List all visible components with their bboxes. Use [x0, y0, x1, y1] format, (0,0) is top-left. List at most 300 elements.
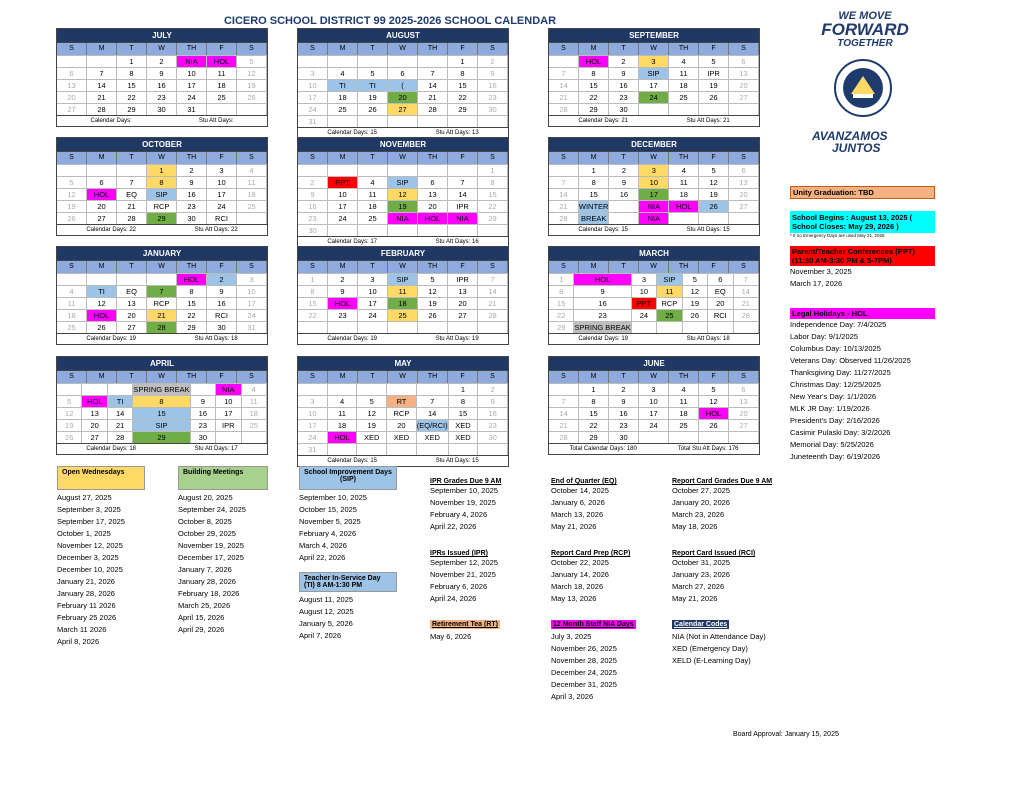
- day-cell: 23: [328, 309, 358, 321]
- day-cell: 16: [191, 407, 216, 419]
- board-approval: Board Approval: January 15, 2025: [733, 731, 839, 738]
- day-cell: 19: [357, 419, 387, 431]
- list-item: NIA (Not in Attendance Day): [672, 632, 766, 641]
- day-cell: 28: [734, 309, 759, 321]
- day-header: TH: [418, 371, 448, 383]
- list-item: September 10, 2025: [430, 486, 498, 495]
- day-cell: 7: [417, 395, 449, 407]
- ppt-label: Parent/Teacher Conferences (PPT) (11:30 AM-3:30 PM & 5-7PM): [790, 246, 935, 266]
- day-cell: 16: [298, 200, 328, 212]
- list-item: Independence Day: 7/4/2025: [790, 320, 887, 329]
- month-title: APRIL: [57, 357, 267, 370]
- list-item: January 23, 2026: [672, 570, 730, 579]
- day-cell: [388, 164, 418, 176]
- day-cell: [57, 164, 87, 176]
- day-cell: 18: [328, 91, 358, 103]
- legend-school-dates: [790, 211, 935, 238]
- day-cell: [734, 321, 759, 333]
- day-cell: 1: [579, 164, 610, 176]
- day-cell: 19: [237, 79, 267, 91]
- day-cell: TI: [328, 79, 358, 91]
- day-header: W: [147, 43, 177, 55]
- list-item: New Year's Day: 1/1/2026: [790, 392, 877, 401]
- day-cell: 5: [57, 395, 82, 407]
- day-header: S: [549, 371, 579, 383]
- day-cell: TI: [358, 79, 388, 91]
- day-cell: HOL: [177, 273, 207, 285]
- day-header: S: [549, 152, 579, 164]
- day-cell: 4: [242, 383, 267, 395]
- day-header: F: [448, 152, 478, 164]
- list-item: September 3, 2025: [57, 505, 121, 514]
- day-cell: 20: [708, 297, 733, 309]
- block-open-wed: Open Wednesdays August 27, 2025 September 3, 2025 September 17, 2025 October 1, 2025 November 12, 2025 December 3, 2025 December 10, 2025 January 21, 2026 January 28, 2026 February 11 2026 February 25 2026 March 11 2026 April 8, 2026: [57, 466, 177, 648]
- day-header: S: [57, 261, 87, 273]
- block-ti: Teacher In-Service Day (TI) 8 AM-1:30 PM August 11, 2025 August 12, 2025 January 5, 2026 April 7, 2026: [299, 572, 419, 642]
- day-cell: 3: [237, 273, 267, 285]
- day-cell: 5: [699, 164, 729, 176]
- day-header: M: [579, 152, 609, 164]
- logo: [800, 10, 930, 49]
- day-cell: 13: [82, 407, 107, 419]
- day-header: W: [639, 43, 669, 55]
- day-cell: HOL: [87, 309, 117, 321]
- day-header: F: [207, 371, 237, 383]
- day-header: M: [87, 371, 117, 383]
- day-header: W: [639, 152, 669, 164]
- day-cell: 11: [242, 395, 267, 407]
- day-cell: [549, 383, 579, 395]
- day-header: F: [207, 152, 237, 164]
- day-cell: 24: [298, 431, 328, 443]
- list-item: February 4, 2026: [430, 510, 488, 519]
- day-cell: 11: [358, 188, 388, 200]
- unity-label: Unity Graduation: TBD: [790, 186, 935, 199]
- day-cell: 2: [298, 176, 328, 188]
- day-cell: 7: [147, 285, 177, 297]
- day-cell: 1: [549, 273, 574, 285]
- day-cell: 2: [207, 273, 237, 285]
- list-item: February 18, 2026: [178, 589, 240, 598]
- day-header: S: [549, 261, 579, 273]
- day-cell: 20: [117, 309, 147, 321]
- day-cell: IPR: [216, 419, 241, 431]
- district-seal-icon: [833, 58, 893, 118]
- day-cell: [448, 164, 478, 176]
- list-item: November 19, 2025: [178, 541, 244, 550]
- day-cell: 17: [298, 91, 328, 103]
- list-item: November 26, 2025: [551, 644, 617, 653]
- day-cell: 27: [729, 91, 759, 103]
- day-cell: 24: [237, 309, 267, 321]
- day-cell: 5: [57, 176, 87, 188]
- list-item: Memorial Day: 5/25/2026: [790, 440, 874, 449]
- day-cell: 1: [298, 273, 328, 285]
- day-cell: NIA: [639, 212, 669, 224]
- day-cell: 9: [191, 395, 216, 407]
- day-cell: SIP: [657, 273, 682, 285]
- day-cell: 8: [478, 176, 508, 188]
- day-cell: [388, 115, 418, 127]
- list-item: August 20, 2025: [178, 493, 233, 502]
- day-cell: BREAK: [579, 212, 610, 224]
- day-header: S: [237, 261, 267, 273]
- day-cell: 8: [298, 285, 328, 297]
- day-cell: [237, 212, 267, 224]
- day-cell: 12: [418, 285, 448, 297]
- page-title: CICERO SCHOOL DISTRICT 99 2025-2026 SCHOOL CALENDAR: [223, 15, 557, 27]
- day-cell: 14: [108, 407, 133, 419]
- day-cell: 20: [418, 200, 448, 212]
- day-cell: [328, 55, 358, 67]
- day-cell: [669, 212, 699, 224]
- list-item: October 14, 2025: [551, 486, 609, 495]
- day-cell: 10: [358, 285, 388, 297]
- day-cell: [357, 443, 387, 455]
- day-cell: 26: [87, 321, 117, 333]
- list-item: March 13, 2026: [551, 510, 604, 519]
- day-cell: RCI: [207, 309, 237, 321]
- day-cell: 6: [57, 67, 87, 79]
- day-cell: HOL: [418, 212, 448, 224]
- day-cell: 15: [133, 407, 190, 419]
- avz-line1: AVANZAMOS: [812, 129, 888, 143]
- day-cell: 20: [57, 91, 87, 103]
- day-cell: 12: [388, 188, 418, 200]
- day-cell: 28: [478, 309, 508, 321]
- day-cell: 25: [328, 103, 358, 115]
- day-cell: 18: [242, 407, 267, 419]
- day-header: M: [328, 43, 358, 55]
- day-cell: 28: [117, 212, 147, 224]
- day-cell: 9: [147, 67, 177, 79]
- day-cell: 24: [639, 419, 669, 431]
- day-cell: 10: [216, 395, 241, 407]
- list-item: October 22, 2025: [551, 558, 609, 567]
- day-header: S: [57, 43, 87, 55]
- day-cell: 19: [57, 200, 87, 212]
- day-cell: 16: [478, 79, 508, 91]
- day-cell: 10: [639, 395, 669, 407]
- day-header: F: [448, 371, 478, 383]
- logo-line2: FORWARD: [821, 20, 909, 39]
- list-item: September 12, 2025: [430, 558, 498, 567]
- list-item: October 27, 2025: [672, 486, 730, 495]
- day-cell: 11: [669, 395, 699, 407]
- list-item: January 28, 2026: [57, 589, 115, 598]
- list-item: April 24, 2026: [430, 594, 477, 603]
- day-cell: 5: [699, 55, 729, 67]
- legend-ppt: [790, 246, 935, 290]
- day-cell: 6: [87, 176, 117, 188]
- day-cell: 9: [609, 395, 639, 407]
- day-cell: 20: [729, 407, 759, 419]
- day-cell: [699, 212, 729, 224]
- day-cell: 10: [632, 285, 657, 297]
- day-cell: 26: [237, 91, 267, 103]
- day-cell: NIA: [388, 212, 418, 224]
- day-cell: HOL: [82, 395, 107, 407]
- day-cell: 21: [418, 91, 448, 103]
- list-item: September 17, 2025: [57, 517, 125, 526]
- day-header: W: [388, 261, 418, 273]
- day-cell: 6: [388, 67, 418, 79]
- list-item: September 10, 2025: [299, 493, 367, 502]
- day-header: W: [388, 371, 418, 383]
- day-cell: 6: [729, 55, 759, 67]
- day-cell: 12: [683, 285, 708, 297]
- day-cell: RCP: [657, 297, 682, 309]
- day-cell: 11: [657, 285, 682, 297]
- day-cell: 16: [207, 297, 237, 309]
- day-header: TH: [177, 43, 207, 55]
- day-cell: 13: [57, 79, 87, 91]
- month-title: OCTOBER: [57, 138, 267, 151]
- day-cell: [478, 115, 508, 127]
- day-cell: [82, 383, 107, 395]
- day-cell: 6: [418, 176, 448, 188]
- day-cell: 27: [729, 200, 759, 212]
- day-cell: 21: [87, 91, 117, 103]
- block-codes: Calendar Codes NIA (Not in Attendance Day) XED (Emergency Day) XELD (E-Learning Day): [672, 619, 792, 667]
- legend-holidays: [790, 308, 935, 463]
- day-cell: [147, 273, 177, 285]
- day-header: M: [87, 261, 117, 273]
- day-cell: 16: [609, 188, 639, 200]
- day-cell: 5: [357, 395, 387, 407]
- day-cell: [699, 431, 729, 443]
- day-cell: 3: [358, 273, 388, 285]
- day-cell: [358, 321, 388, 333]
- month-june: JUNE S M T W TH F S 1 2 3 4 5 6 7 8 9 10 11 12 13 14 15 16 17 18 HOL 20 21 22 23 24 25 26 27 28 29 30 Total Calendar Days: 180 Total Stu Att Days: 176: [548, 356, 760, 455]
- day-header: F: [699, 43, 729, 55]
- day-cell: [57, 383, 82, 395]
- day-cell: 29: [117, 103, 147, 115]
- day-cell: 1: [147, 164, 177, 176]
- day-header: T: [609, 152, 639, 164]
- day-cell: [328, 321, 358, 333]
- day-cell: 2: [478, 383, 508, 395]
- day-cell: TI: [108, 395, 133, 407]
- month-title: AUGUST: [298, 29, 508, 42]
- day-cell: 14: [417, 407, 449, 419]
- day-header: T: [358, 371, 388, 383]
- day-cell: EQ: [708, 285, 733, 297]
- day-cell: 16: [478, 407, 508, 419]
- day-cell: 7: [549, 67, 579, 79]
- day-cell: 16: [574, 297, 631, 309]
- day-cell: 24: [639, 91, 669, 103]
- day-cell: 20: [729, 79, 759, 91]
- day-cell: EQ: [117, 188, 147, 200]
- day-cell: 13: [448, 285, 478, 297]
- day-cell: 13: [418, 188, 448, 200]
- day-header: TH: [177, 371, 207, 383]
- day-cell: 22: [549, 309, 574, 321]
- day-cell: 20: [82, 419, 107, 431]
- day-cell: HOL: [669, 200, 699, 212]
- day-cell: 5: [237, 55, 267, 67]
- list-item: December 17, 2025: [178, 553, 244, 562]
- day-cell: HOL: [87, 188, 117, 200]
- day-cell: [448, 115, 478, 127]
- day-cell: 28: [549, 212, 579, 224]
- list-item: May 21, 2026: [551, 522, 597, 531]
- day-cell: 4: [669, 164, 699, 176]
- day-cell: 21: [549, 200, 579, 212]
- day-cell: RCP: [147, 200, 177, 212]
- list-item: Christmas Day: 12/25/2025: [790, 380, 881, 389]
- day-cell: 9: [478, 395, 508, 407]
- day-cell: 8: [449, 395, 479, 407]
- block-building: Building Meetings August 20, 2025 September 24, 2025 October 8, 2025 October 29, 2025 November 19, 2025 December 17, 2025 January 7, 2026 January 28, 2026 February 18, 2026 March 25, 2026 April 15, 2026 April 29, 2026: [178, 466, 298, 636]
- day-cell: 14: [734, 285, 759, 297]
- day-cell: 15: [579, 79, 609, 91]
- month-april: APRIL S M T W TH F S SPRING BREAK NIA 4 5 HOL TI 8 9 10 11 12 13 14 15 16 17 18 19 20 21 SIP 23 IPR 25 26 27 28 29 30 Calendar Days: 18 Stu Att Days: 17: [56, 356, 268, 455]
- day-cell: [388, 55, 418, 67]
- day-cell: 10: [328, 188, 358, 200]
- day-header: TH: [669, 152, 699, 164]
- day-header: F: [448, 261, 478, 273]
- day-cell: [117, 273, 147, 285]
- day-header: W: [147, 371, 177, 383]
- day-cell: 7: [549, 176, 579, 188]
- day-cell: [448, 224, 478, 236]
- day-header: F: [699, 261, 729, 273]
- day-header: TH: [418, 152, 448, 164]
- day-cell: [57, 273, 87, 285]
- day-cell: XED: [449, 431, 479, 443]
- month-november: NOVEMBER S M T W TH F S 1 2 PPT 4 SIP 6 7 8 9 10 11 12 13 14 15 16 17 18 19 20 IPR 22 23 24 25 NIA HOL NIA 29 30 Calendar Days: 17 Stu Att Days: 16: [297, 137, 509, 248]
- day-cell: [708, 321, 733, 333]
- day-cell: 2: [609, 383, 639, 395]
- day-cell: SIP: [133, 419, 190, 431]
- day-cell: 29: [549, 321, 574, 333]
- day-cell: SPRING BREAK: [133, 385, 190, 394]
- day-cell: 8: [177, 285, 207, 297]
- day-header: M: [328, 371, 358, 383]
- day-cell: [632, 321, 657, 333]
- day-cell: 4: [669, 55, 699, 67]
- day-cell: 20: [388, 91, 418, 103]
- day-cell: 15: [579, 188, 610, 200]
- day-cell: 2: [328, 273, 358, 285]
- day-cell: 14: [549, 407, 579, 419]
- month-title: FEBRUARY: [298, 247, 508, 260]
- day-header: S: [57, 371, 87, 383]
- day-cell: 1: [448, 55, 478, 67]
- list-item: March 4, 2026: [299, 541, 347, 550]
- day-header: TH: [669, 43, 699, 55]
- day-cell: 5: [358, 67, 388, 79]
- list-item: September 24, 2025: [178, 505, 246, 514]
- day-cell: 30: [147, 103, 177, 115]
- day-cell: PPT: [632, 297, 657, 309]
- day-cell: [358, 55, 388, 67]
- day-cell: 7: [87, 67, 117, 79]
- day-cell: [418, 164, 448, 176]
- day-header: W: [639, 371, 669, 383]
- day-cell: 30: [207, 321, 237, 333]
- day-cell: 29: [448, 103, 478, 115]
- list-item: January 5, 2026: [299, 619, 353, 628]
- day-cell: [237, 103, 267, 115]
- day-cell: 17: [639, 407, 669, 419]
- day-cell: 8: [579, 176, 610, 188]
- day-cell: [108, 383, 133, 395]
- day-cell: 17: [207, 188, 237, 200]
- day-cell: 11: [669, 176, 699, 188]
- day-cell: [328, 443, 358, 455]
- day-header: W: [388, 43, 418, 55]
- day-cell: [298, 55, 328, 67]
- list-item: August 11, 2025: [299, 595, 354, 604]
- day-header: S: [729, 371, 759, 383]
- day-cell: 31: [177, 103, 207, 115]
- day-cell: 11: [669, 67, 699, 79]
- day-cell: TI: [87, 285, 117, 297]
- day-cell: 17: [358, 297, 388, 309]
- day-cell: XED: [357, 431, 387, 443]
- day-cell: 26: [699, 200, 729, 212]
- day-header: S: [549, 43, 579, 55]
- day-cell: 26: [683, 309, 708, 321]
- day-cell: 22: [177, 309, 207, 321]
- day-header: M: [87, 152, 117, 164]
- day-cell: 16: [177, 188, 207, 200]
- list-item: April 22, 2026: [299, 553, 346, 562]
- day-cell: 6: [729, 383, 759, 395]
- day-cell: [328, 164, 358, 176]
- day-cell: [418, 55, 448, 67]
- day-cell: [87, 55, 117, 67]
- day-cell: 25: [388, 309, 418, 321]
- school-closes: School Closes: May 29, 2026 ): [792, 222, 899, 231]
- list-item: January 7, 2026: [178, 565, 232, 574]
- day-cell: 24: [298, 103, 328, 115]
- month-may: MAY S M T W TH F S 1 2 3 4 5 RT 7 8 9 10 11 12 RCP 14 15 16 17 18 19 20 (EQ/RCI) XED 23 24 HOL XED XED XED XED 30 31 Calendar Days: 15 Stu Att Days: 15: [297, 356, 509, 467]
- day-cell: [358, 164, 388, 176]
- day-cell: 29: [177, 321, 207, 333]
- day-cell: [387, 443, 417, 455]
- day-cell: [328, 115, 358, 127]
- day-cell: [448, 321, 478, 333]
- day-cell: 23: [177, 200, 207, 212]
- list-item: November 28, 2025: [551, 656, 617, 665]
- day-cell: 3: [632, 273, 657, 285]
- day-cell: [449, 443, 479, 455]
- day-cell: 8: [117, 67, 147, 79]
- list-item: May 18, 2026: [672, 522, 718, 531]
- day-cell: EQ: [117, 285, 147, 297]
- day-cell: [729, 431, 759, 443]
- day-cell: 27: [117, 321, 147, 333]
- day-cell: [191, 383, 216, 395]
- day-cell: 28: [418, 103, 448, 115]
- day-header: T: [358, 43, 388, 55]
- list-item: May 21, 2026: [672, 594, 718, 603]
- day-cell: 8: [579, 395, 609, 407]
- day-cell: 28: [549, 431, 579, 443]
- day-cell: 29: [579, 431, 609, 443]
- list-item: October 8, 2025: [178, 517, 232, 526]
- day-cell: HOL: [207, 55, 237, 67]
- day-cell: 13: [117, 297, 147, 309]
- day-cell: 16: [609, 407, 639, 419]
- day-cell: 10: [639, 176, 669, 188]
- day-cell: 23: [478, 419, 508, 431]
- day-cell: 26: [358, 103, 388, 115]
